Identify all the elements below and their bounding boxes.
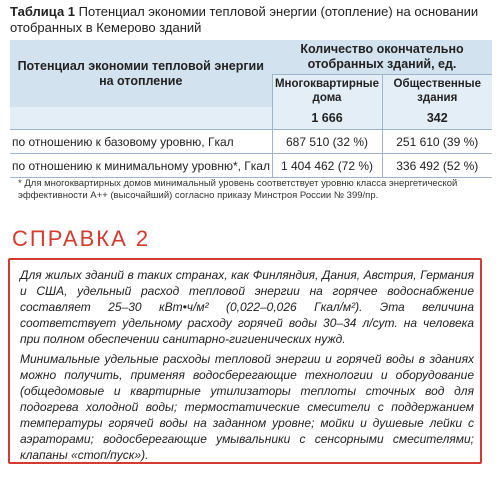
counts-row	[10, 107, 492, 130]
caption-label: Таблица 1	[10, 4, 76, 19]
group-header-cell	[272, 40, 492, 75]
reference-title: СПРАВКА 2	[12, 226, 151, 251]
table-row	[10, 154, 492, 178]
row-label: по отношению к минимальному уровню*, Гкал	[10, 154, 272, 178]
table-row	[10, 130, 492, 154]
row-header-text: Потенциал экономии тепловой энергии на отопление	[17, 58, 264, 88]
col-header-apartments-text: Многоквартирные дома	[274, 78, 380, 104]
row-header-cell	[10, 40, 272, 107]
table-caption	[10, 4, 492, 36]
row-value-public: 251 610 (39 %)	[382, 130, 492, 154]
reference-paragraph-1: Для жилых зданий в таких странах, как Финляндия, Дания, Австрия, Германия и США, удельный расход тепловой энергии на горячее водоснабжение составляет 25–30 кВт•ч/м² (0,022–0,026 Гкал/м²). Эта величина соответствует удельному расходу горячей воды 30–34 л/сут. на человека при полном обеспечении санитарно-гигиенических нужд.	[20, 268, 474, 346]
count-apartments: 1 666	[272, 107, 382, 130]
row-value-public: 336 492 (52 %)	[382, 154, 492, 178]
caption-text: Потенциал экономии тепловой энергии (отопление) на основании отобранных в Кемерово зданий	[10, 4, 479, 35]
counts-label-cell	[10, 107, 272, 130]
row-label: по отношению к базовому уровню, Гкал	[10, 130, 272, 154]
reference-box	[8, 258, 482, 464]
group-header-text: Количество окончательно отобранных зданий, ед.	[300, 42, 464, 71]
col-header-public	[382, 75, 492, 108]
energy-savings-table	[10, 40, 492, 178]
row-value-apartments: 687 510 (32 %)	[272, 130, 382, 154]
reference-paragraph-2: Минимальные удельные расходы тепловой энергии и горячей воды в зданиях можно получить, применяя водосберегающие технологии и оборудование (общедомовые и квартирные утилизаторы теплоты сточных вод для подогрева холодной воды; термостатические смесители с поддержанием температуры горячей воды на заданном уровне; мойки и душевые лейки с аэраторами; водосберегающие умывальники с сенсорными смесителями; клапаны «стоп/пуск»).	[20, 352, 474, 462]
row-value-apartments: 1 404 462 (72 %)	[272, 154, 382, 178]
table-footnote: * Для многоквартирных домов минимальный уровень соответствует уровню класса энергетической эффективности А++ (высочайший) согласно приказу Минстроя России № 399/пр.	[18, 178, 458, 201]
col-header-public-text: Общественные здания	[393, 78, 481, 104]
count-public: 342	[382, 107, 492, 130]
col-header-apartments	[272, 75, 382, 108]
